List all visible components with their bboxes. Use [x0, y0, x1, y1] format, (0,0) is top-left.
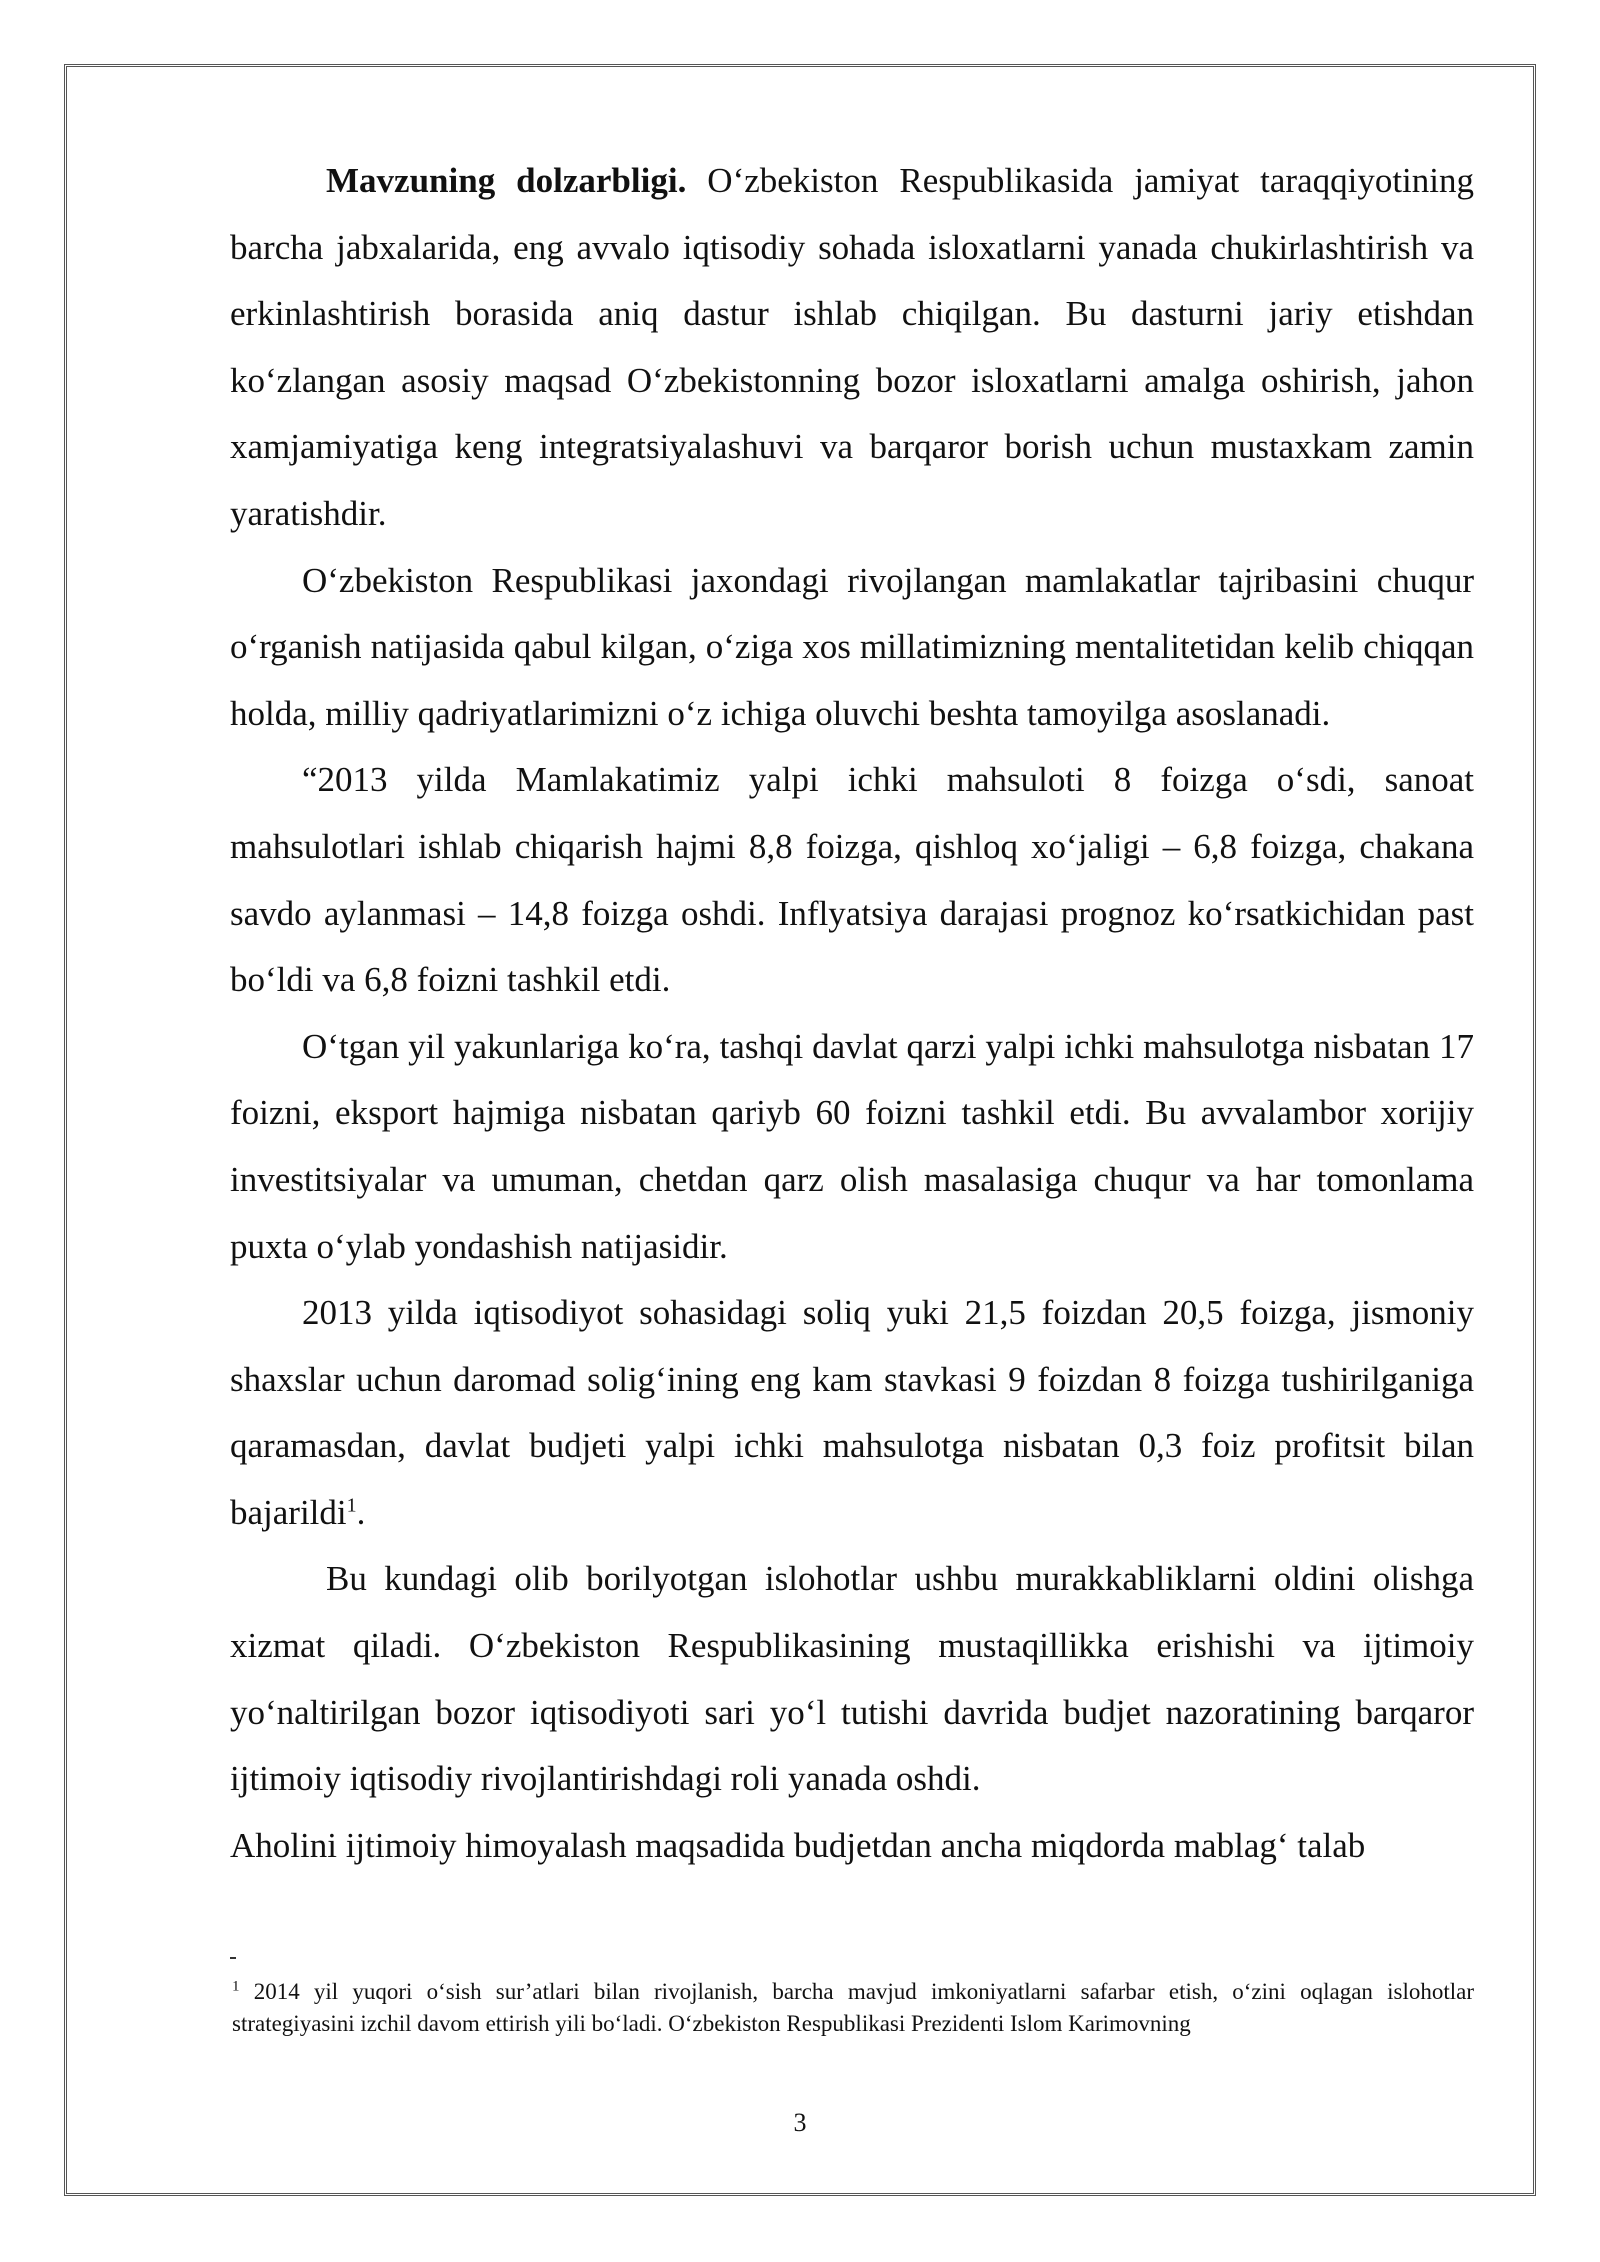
footnote-number: 1: [232, 1978, 240, 1995]
paragraph-social-protection: [230, 1813, 1474, 1880]
paragraph-reforms: [230, 1546, 1474, 1812]
paragraph-external-debt: [230, 1014, 1474, 1280]
paragraph-text: “2013 yilda Mamlakatimiz yalpi ichki mahsuloti 8 foizga o‘sdi, sanoat mahsulotlari ishlab chiqarish hajmi 8,8 foizga, qishloq xo‘jaligi – 6,8 foizga, chakana savdo aylanmasi – 14,8 foizga oshdi. Inflyatsiya darajasi prognoz ko‘rsatkichidan past bo‘ldi va 6,8 foizni tashkil etdi.: [230, 760, 1474, 1000]
paragraph-relevance: [230, 148, 1474, 548]
paragraph-text: Aholini ijtimoiy himoyalash maqsadida budjetdan ancha miqdorda mablag‘ talab: [230, 1825, 1366, 1865]
paragraph-text: O‘tgan yil yakunlariga ko‘ra, tashqi davlat qarzi yalpi ichki mahsulotga nisbatan 17 foizni, eksport hajmiga nisbatan qariyb 60 foizni tashkil etdi. Bu avvalambor xorijiy investitsiyalar va umuman, chetdan qarz olish masalasiga chuqur va har tomonlama puxta o‘ylab yondashish natijasidir.: [230, 1026, 1474, 1266]
footnote-text: 2014 yil yuqori o‘sish sur’atlari bilan rivojlanish, barcha mavjud imkoniyatlarni safarbar etish, o‘zini oqlagan islohotlar strategiyasini izchil davom ettirish yili bo‘ladi. O‘zbekiston Respublikasi Prezidenti Islom Karimovning: [232, 1979, 1474, 2036]
footnote: [232, 1976, 1474, 2040]
paragraph-gdp-2013: [230, 747, 1474, 1013]
paragraph-text: 2013 yilda iqtisodiyot sohasidagi soliq yuki 21,5 foizdan 20,5 foizga, jismoniy shaxslar uchun daromad solig‘ining eng kam stavkasi 9 foizdan 8 foizga tushirilganiga qaramasdan, davlat budjeti yalpi ichki mahsulotga nisbatan 0,3 foiz profitsit bilan bajarildi: [230, 1293, 1474, 1532]
paragraph-text: .: [356, 1492, 366, 1532]
paragraph-text: O‘zbekiston Respublikasi jaxondagi rivojlangan mamlakatlar tajribasini chuqur o‘rganish natijasida qabul kilgan, o‘ziga xos millatimizning mentalitetidan kelib chiqqan holda, milliy qadriyatlarimizni o‘z ichiga oluvchi beshta tamoyilga asoslanadi.: [230, 560, 1474, 733]
section-heading: Mavzuning dolzarbligi.: [326, 161, 687, 200]
footnote-separator: [230, 1957, 236, 1959]
paragraph-principles: [230, 548, 1474, 748]
body-text: [230, 148, 1474, 1879]
paragraph-text: O‘zbekiston Respublikasida jamiyat taraqqiyotining barcha jabxalarida, eng avvalo iqtisodiy sohada isloxatlarni yanada chukirlashtirish va erkinlashtirish borasida aniq dastur ishlab chiqilgan. Bu dasturni jariy etishdan ko‘zlangan asosiy maqsad O‘zbekistonning bozor isloxatlarni amalga oshirish, jahon xamjamiyatiga keng integratsiyalashuvi va barqaror borish uchun mustaxkam zamin yaratishdir.: [230, 161, 1474, 533]
paragraph-tax-burden: [230, 1280, 1474, 1546]
page-number: 3: [793, 2108, 807, 2137]
paragraph-text: Bu kundagi olib borilyotgan islohotlar ushbu murakkabliklarni oldini olishga xizmat qiladi. O‘zbekiston Respublikasining mustaqillikka erishishi va ijtimoiy yo‘naltirilgan bozor iqtisodiyoti sari yo‘l tutishi davrida budjet nazoratining barqaror ijtimoiy iqtisodiy rivojlantirishdagi roli yanada oshdi.: [230, 1559, 1474, 1799]
footnote-reference[interactable]: 1: [346, 1494, 357, 1517]
